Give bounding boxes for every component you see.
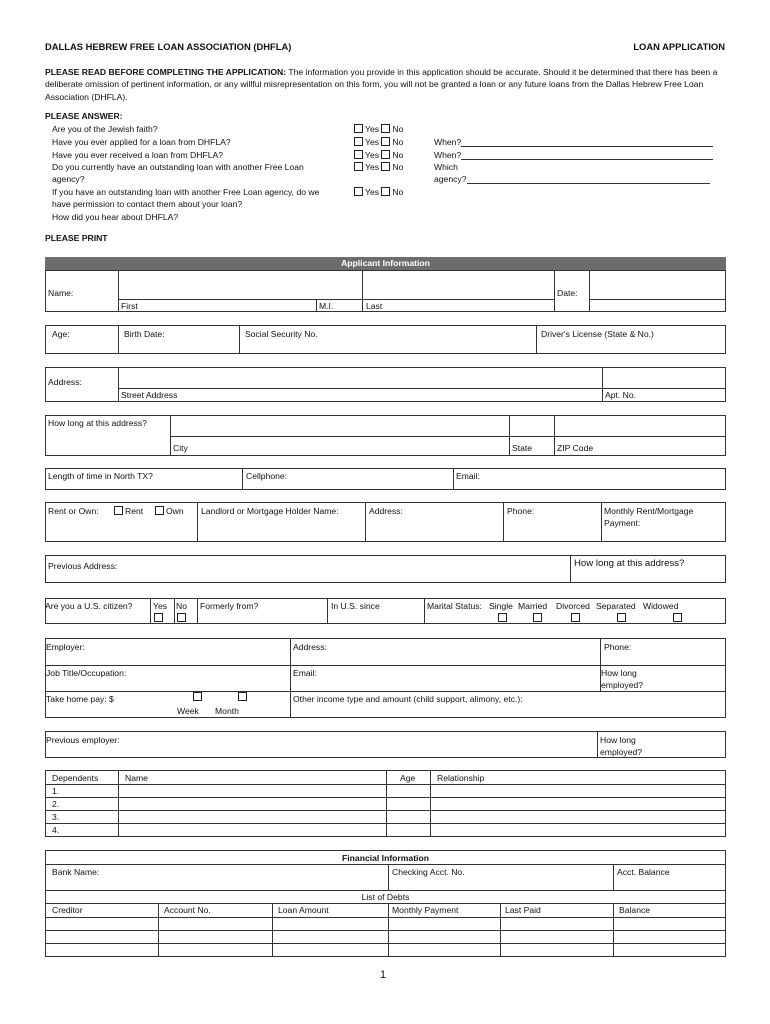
- page-number: 1: [380, 969, 387, 981]
- previous-employer-label: Previous employer:: [46, 735, 120, 745]
- how-long-employed-label-cont: employed?: [601, 680, 644, 690]
- dependents-relationship-header: Relationship: [437, 773, 485, 783]
- question-outstanding: Do you currently have an outstanding loan with another Free Loan: [52, 162, 304, 172]
- no-label: No: [392, 187, 404, 197]
- divorced-checkbox[interactable]: [571, 613, 580, 622]
- yes-label: Yes: [365, 187, 380, 197]
- license-label: Driver's License (State & No.): [541, 329, 654, 339]
- no-label: No: [392, 137, 404, 147]
- intro-text: The information you provide in this application should be accurate. Should it be determined that there has been a deliberate omission of pertinent information, or any willful misrepresentation on this form, you will not be granted a loan or any future loans from the Dallas Hebrew Free Loan Association (DHFLA).: [45, 67, 718, 102]
- question-permission: If you have an outstanding loan with another Free Loan agency, do we: [52, 187, 320, 197]
- dependents-col-header: Dependents: [52, 773, 99, 783]
- no-label: No: [392, 150, 404, 160]
- first-name-field[interactable]: [119, 271, 315, 298]
- divorced-label: Divorced: [556, 601, 590, 611]
- monthly-payment-header: Monthly Payment: [392, 905, 459, 915]
- answer-heading: PLEASE ANSWER:: [45, 111, 123, 121]
- ssn-label: Social Security No.: [245, 329, 318, 339]
- first-label: First: [121, 301, 138, 311]
- intro-paragraph: [45, 66, 725, 103]
- job-title-label: Job Title/Occupation:: [46, 668, 127, 678]
- yes-no-row-2: [354, 137, 403, 147]
- dependent-row-3: 3.: [52, 812, 60, 822]
- week-label: Week: [177, 706, 199, 716]
- street-address-field[interactable]: [119, 368, 601, 387]
- yes-label: Yes: [365, 162, 380, 172]
- own-option: [155, 506, 184, 516]
- yes-checkbox[interactable]: [354, 162, 363, 171]
- yes-checkbox[interactable]: [354, 124, 363, 133]
- when-label: When?: [434, 150, 462, 160]
- yes-no-row-4: [354, 162, 403, 172]
- last-label: Last: [366, 301, 383, 311]
- dependents-name-header: Name: [125, 773, 148, 783]
- rent-checkbox[interactable]: [114, 506, 123, 515]
- loan-amount-header: Loan Amount: [278, 905, 329, 915]
- question-permission-cont: have permission to contact them about your loan?: [52, 199, 243, 209]
- mi-label: M.I.: [319, 301, 334, 311]
- previous-address-label: Previous Address:: [48, 561, 118, 571]
- date-field[interactable]: [590, 271, 725, 298]
- single-label: Single: [489, 601, 513, 611]
- rent-label: Rent: [125, 506, 144, 516]
- citizen-no-checkbox[interactable]: [177, 613, 186, 622]
- when-field-2[interactable]: [434, 150, 713, 160]
- dependent-row-2: 2.: [52, 799, 60, 809]
- agency-field[interactable]: [434, 174, 710, 184]
- separated-checkbox[interactable]: [617, 613, 626, 622]
- org-title: DALLAS HEBREW FREE LOAN ASSOCIATION (DHFLA): [45, 41, 292, 52]
- no-checkbox[interactable]: [381, 137, 390, 146]
- rent-own-label: Rent or Own:: [48, 506, 99, 516]
- employer-phone-label: Phone:: [604, 642, 632, 652]
- creditor-header: Creditor: [52, 905, 83, 915]
- dependent-row-4: 4.: [52, 825, 60, 835]
- no-checkbox[interactable]: [381, 150, 390, 159]
- dependents-age-header: Age: [400, 773, 416, 783]
- yes-checkbox[interactable]: [354, 137, 363, 146]
- own-label: Own: [166, 506, 184, 516]
- state-label: State: [512, 443, 533, 453]
- other-income-label: Other income type and amount (child support, alimony, etc.):: [293, 694, 523, 704]
- employer-label: Employer:: [46, 642, 85, 652]
- email-label: Email:: [456, 471, 480, 481]
- name-label: Name:: [48, 288, 74, 298]
- please-print: PLEASE PRINT: [45, 233, 108, 243]
- checking-label: Checking Acct. No.: [392, 867, 465, 877]
- citizen-yes-checkbox[interactable]: [154, 613, 163, 622]
- no-checkbox[interactable]: [381, 124, 390, 133]
- landlord-label: Landlord or Mortgage Holder Name:: [201, 506, 339, 516]
- yes-checkbox[interactable]: [354, 150, 363, 159]
- employer-address-label: Address:: [293, 642, 327, 652]
- birth-date-label: Birth Date:: [124, 329, 165, 339]
- no-checkbox[interactable]: [381, 162, 390, 171]
- financial-title: Financial Information: [342, 853, 429, 863]
- widowed-label: Widowed: [643, 601, 679, 611]
- cellphone-label: Cellphone:: [246, 471, 288, 481]
- month-label: Month: [215, 706, 239, 716]
- yes-checkbox[interactable]: [354, 187, 363, 196]
- which-label: Which: [434, 162, 458, 172]
- doc-title: LOAN APPLICATION: [633, 41, 725, 52]
- no-label: No: [392, 124, 404, 134]
- in-us-since-label: In U.S. since: [331, 601, 380, 611]
- debts-title: List of Debts: [361, 892, 410, 902]
- age-label: Age:: [52, 329, 70, 339]
- question-received: Have you ever received a loan from DHFLA?: [52, 150, 223, 160]
- street-label: Street Address: [121, 390, 178, 400]
- zip-label: ZIP Code: [557, 443, 594, 453]
- citizen-label: Are you a U.S. citizen?: [45, 601, 133, 611]
- prev-how-long-label-cont: employed?: [600, 747, 643, 757]
- length-ntx-label: Length of time in North TX?: [48, 471, 153, 481]
- prev-how-long-label: How long: [600, 735, 636, 745]
- intro-lead: PLEASE READ BEFORE COMPLETING THE APPLICATION:: [45, 67, 287, 77]
- yes-label: Yes: [365, 137, 380, 147]
- rent-option: [114, 506, 143, 516]
- yes-label: Yes: [365, 124, 380, 134]
- how-long-employed-label: How long: [601, 668, 637, 678]
- question-heard: How did you hear about DHFLA?: [52, 212, 179, 222]
- apt-label: Apt. No.: [605, 390, 637, 400]
- yes-label: Yes: [365, 150, 380, 160]
- yes-no-row-3: [354, 150, 403, 160]
- yes-no-row-5: [354, 187, 403, 197]
- date-label: Date:: [557, 288, 578, 298]
- previous-how-long-label: How long at this address?: [574, 558, 685, 569]
- last-paid-header: Last Paid: [505, 905, 541, 915]
- no-label: No: [392, 162, 404, 172]
- question-outstanding-cont: agency?: [52, 174, 85, 184]
- formerly-label: Formerly from?: [200, 601, 259, 611]
- question-applied: Have you ever applied for a loan from DHFLA?: [52, 137, 231, 147]
- question-jewish-faith: Are you of the Jewish faith?: [52, 124, 158, 134]
- month-checkbox[interactable]: [238, 692, 247, 701]
- monthly-rent-label-cont: Payment:: [604, 518, 641, 528]
- widowed-checkbox[interactable]: [673, 613, 682, 622]
- account-no-header: Account No.: [164, 905, 211, 915]
- city-label: City: [173, 443, 188, 453]
- single-checkbox[interactable]: [498, 613, 507, 622]
- dependent-row-1: 1.: [52, 786, 60, 796]
- agency-label: agency?: [434, 174, 467, 184]
- landlord-phone-label: Phone:: [507, 506, 535, 516]
- citizen-no-label: No: [176, 601, 187, 611]
- citizen-yes-label: Yes: [153, 601, 168, 611]
- how-long-address-label: How long at this address?: [48, 418, 147, 428]
- applicant-info-band: Applicant Information: [45, 257, 726, 270]
- week-checkbox[interactable]: [193, 692, 202, 701]
- employer-email-label: Email:: [293, 668, 317, 678]
- separated-label: Separated: [596, 601, 636, 611]
- married-checkbox[interactable]: [533, 613, 542, 622]
- marital-status-label: Marital Status:: [427, 601, 482, 611]
- when-field-1[interactable]: [434, 137, 713, 147]
- yes-no-row-1: [354, 124, 403, 134]
- address-label: Address:: [48, 377, 82, 387]
- own-checkbox[interactable]: [155, 506, 164, 515]
- acct-balance-label: Acct. Balance: [617, 867, 670, 877]
- monthly-rent-label: Monthly Rent/Mortgage: [604, 506, 694, 516]
- when-label: When?: [434, 137, 462, 147]
- married-label: Married: [518, 601, 548, 611]
- bank-name-label: Bank Name:: [52, 867, 100, 877]
- landlord-address-label: Address:: [369, 506, 403, 516]
- no-checkbox[interactable]: [381, 187, 390, 196]
- take-home-label: Take home pay: $: [46, 694, 114, 704]
- balance-header: Balance: [619, 905, 651, 915]
